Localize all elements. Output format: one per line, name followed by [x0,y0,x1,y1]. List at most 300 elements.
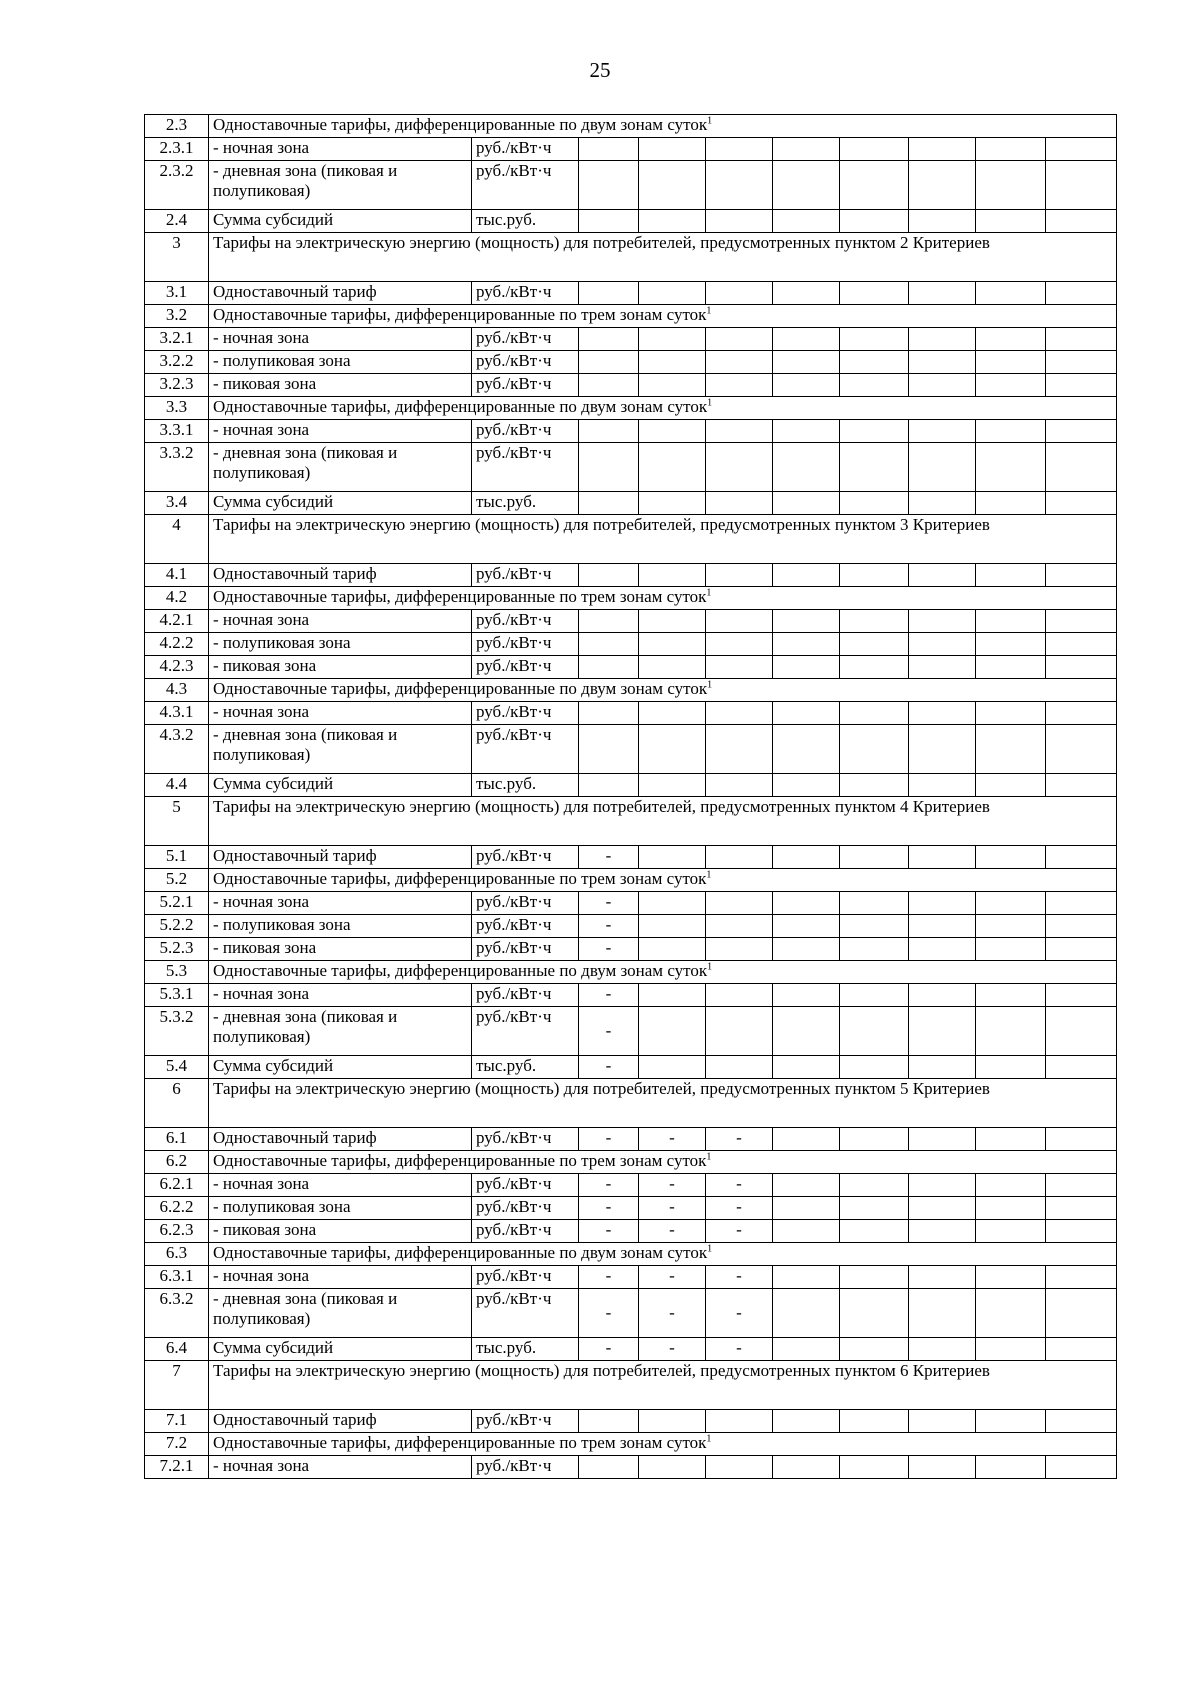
value-cell [1046,984,1117,1007]
row-label: - пиковая зона [209,1220,472,1243]
value-cell [639,374,706,397]
table-row [145,492,1117,515]
value-cell [639,984,706,1007]
value-cell [976,1410,1046,1433]
value-cell: - [579,1289,639,1338]
value-cell [909,984,976,1007]
row-number: 4.1 [145,564,209,587]
section-heading-text: Одноставочные тарифы, дифференцированные по трем зонам суток [213,869,707,888]
value-cell [1046,1128,1117,1151]
row-label: Одноставочный тариф [209,846,472,869]
value-cell [976,915,1046,938]
row-number: 3.4 [145,492,209,515]
row-number: 4 [145,515,209,564]
value-cell [840,1007,909,1056]
value-cell: - [639,1197,706,1220]
value-cell [579,161,639,210]
value-cell [976,1266,1046,1289]
section-heading-text: Тарифы на электрическую энергию (мощность) для потребителей, предусмотренных пунктом 6 Критериев [213,1361,990,1380]
table-row [145,443,1117,492]
row-label: Одноставочный тариф [209,282,472,305]
section-heading-text: Одноставочные тарифы, дифференцированные по двум зонам суток [213,1243,708,1262]
row-unit: руб./кВт·ч [472,938,579,961]
value-cell [639,564,706,587]
value-cell: - [706,1197,773,1220]
row-unit: руб./кВт·ч [472,1007,579,1056]
row-unit: руб./кВт·ч [472,1456,579,1479]
value-cell [773,633,840,656]
row-number: 7.2 [145,1433,209,1456]
row-label: - ночная зона [209,1266,472,1289]
value-cell: - [579,846,639,869]
value-cell: - [579,1197,639,1220]
row-unit: руб./кВт·ч [472,846,579,869]
value-cell [840,1128,909,1151]
row-number: 6.2.3 [145,1220,209,1243]
value-cell [639,1007,706,1056]
value-cell [639,443,706,492]
footnote-marker: 1 [706,1433,712,1445]
value-cell: - [579,1174,639,1197]
row-number: 3.2.2 [145,351,209,374]
section-heading-text: Одноставочные тарифы, дифференцированные по трем зонам суток [213,305,707,324]
value-cell [773,1128,840,1151]
row-unit: руб./кВт·ч [472,564,579,587]
row-number: 4.4 [145,774,209,797]
value-cell [1046,1338,1117,1361]
row-number: 6 [145,1079,209,1128]
value-cell [773,1174,840,1197]
value-cell [909,328,976,351]
value-cell [909,774,976,797]
value-cell [579,1456,639,1479]
row-unit: руб./кВт·ч [472,1266,579,1289]
value-cell [1046,1456,1117,1479]
row-unit: руб./кВт·ч [472,1220,579,1243]
row-unit: руб./кВт·ч [472,282,579,305]
row-label: - дневная зона (пиковая и полупиковая) [209,443,472,492]
value-cell: - [579,1220,639,1243]
table-row [145,702,1117,725]
page-number: 25 [589,58,611,82]
section-heading [209,1243,1117,1266]
value-cell [773,492,840,515]
footnote-marker: 1 [707,679,713,691]
value-cell [706,564,773,587]
value-cell [706,938,773,961]
value-cell [579,564,639,587]
row-label: - полупиковая зона [209,915,472,938]
row-unit: руб./кВт·ч [472,138,579,161]
table-row [145,1361,1117,1410]
value-cell: - [639,1174,706,1197]
value-cell [773,351,840,374]
row-unit: руб./кВт·ч [472,1410,579,1433]
section-heading [209,115,1117,138]
value-cell [579,443,639,492]
row-number: 7.2.1 [145,1456,209,1479]
value-cell [976,702,1046,725]
value-cell: - [579,1128,639,1151]
value-cell [639,328,706,351]
value-cell [1046,938,1117,961]
row-label: - ночная зона [209,1174,472,1197]
row-label: - пиковая зона [209,656,472,679]
table-row [145,1410,1117,1433]
value-cell [840,1410,909,1433]
table-row [145,1197,1117,1220]
value-cell [639,420,706,443]
value-cell [909,420,976,443]
value-cell [909,161,976,210]
row-unit: руб./кВт·ч [472,725,579,774]
row-label: - дневная зона (пиковая и полупиковая) [209,1007,472,1056]
value-cell [579,328,639,351]
value-cell: - [706,1338,773,1361]
table-row [145,115,1117,138]
row-label: - дневная зона (пиковая и полупиковая) [209,725,472,774]
value-cell [840,1056,909,1079]
value-cell [976,892,1046,915]
value-cell [976,774,1046,797]
value-cell [1046,374,1117,397]
value-cell [909,282,976,305]
row-number: 5.4 [145,1056,209,1079]
value-cell [840,1338,909,1361]
value-cell [773,938,840,961]
row-number: 4.3 [145,679,209,702]
row-number: 3 [145,233,209,282]
value-cell [639,138,706,161]
value-cell [1046,725,1117,774]
row-number: 4.2.1 [145,610,209,633]
row-unit: тыс.руб. [472,492,579,515]
value-cell [840,633,909,656]
row-number: 2.3.1 [145,138,209,161]
value-cell [639,938,706,961]
value-cell [706,846,773,869]
value-cell [773,1456,840,1479]
value-cell [706,725,773,774]
value-cell [1046,610,1117,633]
value-cell [706,420,773,443]
value-cell [773,610,840,633]
row-unit: тыс.руб. [472,1056,579,1079]
section-heading-text: Одноставочные тарифы, дифференцированные по двум зонам суток [213,679,708,698]
value-cell [579,725,639,774]
value-cell [773,915,840,938]
value-cell [639,282,706,305]
row-label: Сумма субсидий [209,492,472,515]
row-number: 5.2.1 [145,892,209,915]
value-cell [579,351,639,374]
value-cell [840,161,909,210]
value-cell [840,846,909,869]
table-row [145,1174,1117,1197]
value-cell [639,656,706,679]
row-unit: руб./кВт·ч [472,915,579,938]
table-row [145,846,1117,869]
value-cell [976,374,1046,397]
value-cell [706,328,773,351]
value-cell [840,1197,909,1220]
row-number: 3.3 [145,397,209,420]
value-cell [976,492,1046,515]
value-cell [706,656,773,679]
table-row [145,1456,1117,1479]
value-cell: - [579,1007,639,1056]
value-cell [706,774,773,797]
row-unit: руб./кВт·ч [472,702,579,725]
row-number: 5 [145,797,209,846]
value-cell [773,1266,840,1289]
row-label: - ночная зона [209,610,472,633]
value-cell [1046,351,1117,374]
value-cell [706,702,773,725]
value-cell [773,846,840,869]
value-cell [773,774,840,797]
row-label: - ночная зона [209,984,472,1007]
value-cell [1046,1289,1117,1338]
table-row [145,328,1117,351]
value-cell [840,351,909,374]
row-number: 3.2 [145,305,209,328]
value-cell [840,938,909,961]
row-number: 3.3.2 [145,443,209,492]
table-row [145,1151,1117,1174]
table-row [145,515,1117,564]
value-cell [976,846,1046,869]
row-label: - ночная зона [209,1456,472,1479]
section-heading-text: Одноставочные тарифы, дифференцированные по трем зонам суток [213,587,707,606]
value-cell [773,1220,840,1243]
row-unit: тыс.руб. [472,210,579,233]
table-row [145,1220,1117,1243]
value-cell [840,443,909,492]
value-cell [773,1007,840,1056]
row-unit: руб./кВт·ч [472,374,579,397]
value-cell [976,938,1046,961]
row-number: 5.3.1 [145,984,209,1007]
row-label: - пиковая зона [209,938,472,961]
value-cell [909,656,976,679]
footnote-marker: 1 [706,305,712,317]
value-cell: - [579,1266,639,1289]
table-row [145,610,1117,633]
value-cell [1046,846,1117,869]
row-label: Сумма субсидий [209,1338,472,1361]
value-cell [909,564,976,587]
row-label: - ночная зона [209,138,472,161]
value-cell [1046,138,1117,161]
value-cell [1046,443,1117,492]
row-unit: руб./кВт·ч [472,420,579,443]
table-row [145,633,1117,656]
value-cell: - [579,938,639,961]
row-label: Одноставочный тариф [209,1410,472,1433]
value-cell [976,610,1046,633]
section-heading-text: Одноставочные тарифы, дифференцированные по двум зонам суток [213,397,708,416]
value-cell [976,282,1046,305]
value-cell [976,443,1046,492]
table-row [145,938,1117,961]
row-unit: руб./кВт·ч [472,656,579,679]
value-cell [579,610,639,633]
table-row [145,1128,1117,1151]
row-unit: руб./кВт·ч [472,633,579,656]
value-cell [773,984,840,1007]
row-number: 4.2.3 [145,656,209,679]
value-cell [1046,1266,1117,1289]
value-cell [639,725,706,774]
value-cell [909,351,976,374]
value-cell [909,1056,976,1079]
value-cell [773,892,840,915]
table-row [145,725,1117,774]
row-label: Одноставочный тариф [209,1128,472,1151]
value-cell [909,1128,976,1151]
row-label: - ночная зона [209,328,472,351]
section-heading-text: Тарифы на электрическую энергию (мощность) для потребителей, предусмотренных пунктом 3 Критериев [213,515,990,534]
value-cell [1046,656,1117,679]
value-cell [909,1338,976,1361]
row-label: - дневная зона (пиковая и полупиковая) [209,161,472,210]
row-number: 5.2.2 [145,915,209,938]
footnote-marker: 1 [707,961,713,973]
row-number: 6.2.1 [145,1174,209,1197]
value-cell [976,633,1046,656]
value-cell [840,1174,909,1197]
row-label: - дневная зона (пиковая и полупиковая) [209,1289,472,1338]
value-cell [639,915,706,938]
value-cell [706,892,773,915]
value-cell [909,725,976,774]
row-unit: руб./кВт·ч [472,610,579,633]
value-cell [706,1007,773,1056]
value-cell [909,1410,976,1433]
value-cell [579,420,639,443]
value-cell: - [706,1174,773,1197]
section-heading [209,1433,1117,1456]
row-unit: руб./кВт·ч [472,328,579,351]
row-unit: руб./кВт·ч [472,1174,579,1197]
section-heading-text: Одноставочные тарифы, дифференцированные по двум зонам суток [213,961,708,980]
row-unit: тыс.руб. [472,774,579,797]
value-cell [840,702,909,725]
value-cell [773,1338,840,1361]
value-cell [840,564,909,587]
value-cell [579,282,639,305]
value-cell [976,161,1046,210]
value-cell [639,1410,706,1433]
row-unit: руб./кВт·ч [472,984,579,1007]
value-cell [1046,1174,1117,1197]
value-cell [706,1456,773,1479]
value-cell [976,1197,1046,1220]
value-cell [579,702,639,725]
value-cell [1046,1007,1117,1056]
table-row [145,351,1117,374]
section-heading [209,961,1117,984]
value-cell [1046,915,1117,938]
table-row [145,564,1117,587]
value-cell [909,138,976,161]
value-cell [639,1456,706,1479]
value-cell [1046,1220,1117,1243]
table-row [145,161,1117,210]
value-cell: - [579,984,639,1007]
row-unit: руб./кВт·ч [472,161,579,210]
value-cell [976,1289,1046,1338]
value-cell [976,351,1046,374]
value-cell [1046,633,1117,656]
value-cell [909,846,976,869]
footnote-marker: 1 [707,115,713,127]
value-cell [976,984,1046,1007]
value-cell: - [639,1266,706,1289]
row-label: - ночная зона [209,420,472,443]
value-cell [909,1197,976,1220]
value-cell [639,846,706,869]
value-cell [1046,328,1117,351]
value-cell: - [579,892,639,915]
value-cell [909,492,976,515]
footnote-marker: 1 [706,1151,712,1163]
section-heading-text: Тарифы на электрическую энергию (мощность) для потребителей, предусмотренных пунктом 2 Критериев [213,233,990,252]
table-row [145,1338,1117,1361]
value-cell [1046,702,1117,725]
value-cell [976,725,1046,774]
value-cell [840,610,909,633]
row-unit: руб./кВт·ч [472,1289,579,1338]
value-cell [773,1410,840,1433]
value-cell: - [639,1338,706,1361]
value-cell [1046,892,1117,915]
row-label: - полупиковая зона [209,1197,472,1220]
row-number: 5.2 [145,869,209,892]
value-cell [639,774,706,797]
row-unit: руб./кВт·ч [472,351,579,374]
value-cell [840,656,909,679]
section-heading [209,515,1117,564]
row-number: 3.3.1 [145,420,209,443]
row-number: 6.3 [145,1243,209,1266]
section-heading [209,233,1117,282]
value-cell [909,210,976,233]
value-cell [773,1056,840,1079]
value-cell [976,210,1046,233]
table-row [145,1289,1117,1338]
value-cell [706,915,773,938]
value-cell [909,1289,976,1338]
table-row [145,1266,1117,1289]
value-cell [1046,774,1117,797]
value-cell [840,892,909,915]
row-number: 6.2 [145,1151,209,1174]
section-heading-text: Одноставочные тарифы, дифференцированные по двум зонам суток [213,115,708,134]
table-body [145,115,1117,1479]
table-row [145,587,1117,610]
value-cell [579,210,639,233]
row-number: 6.1 [145,1128,209,1151]
value-cell [840,492,909,515]
row-number: 7.1 [145,1410,209,1433]
value-cell [976,420,1046,443]
value-cell [773,282,840,305]
value-cell [579,633,639,656]
table-row [145,1007,1117,1056]
row-number: 5.3.2 [145,1007,209,1056]
